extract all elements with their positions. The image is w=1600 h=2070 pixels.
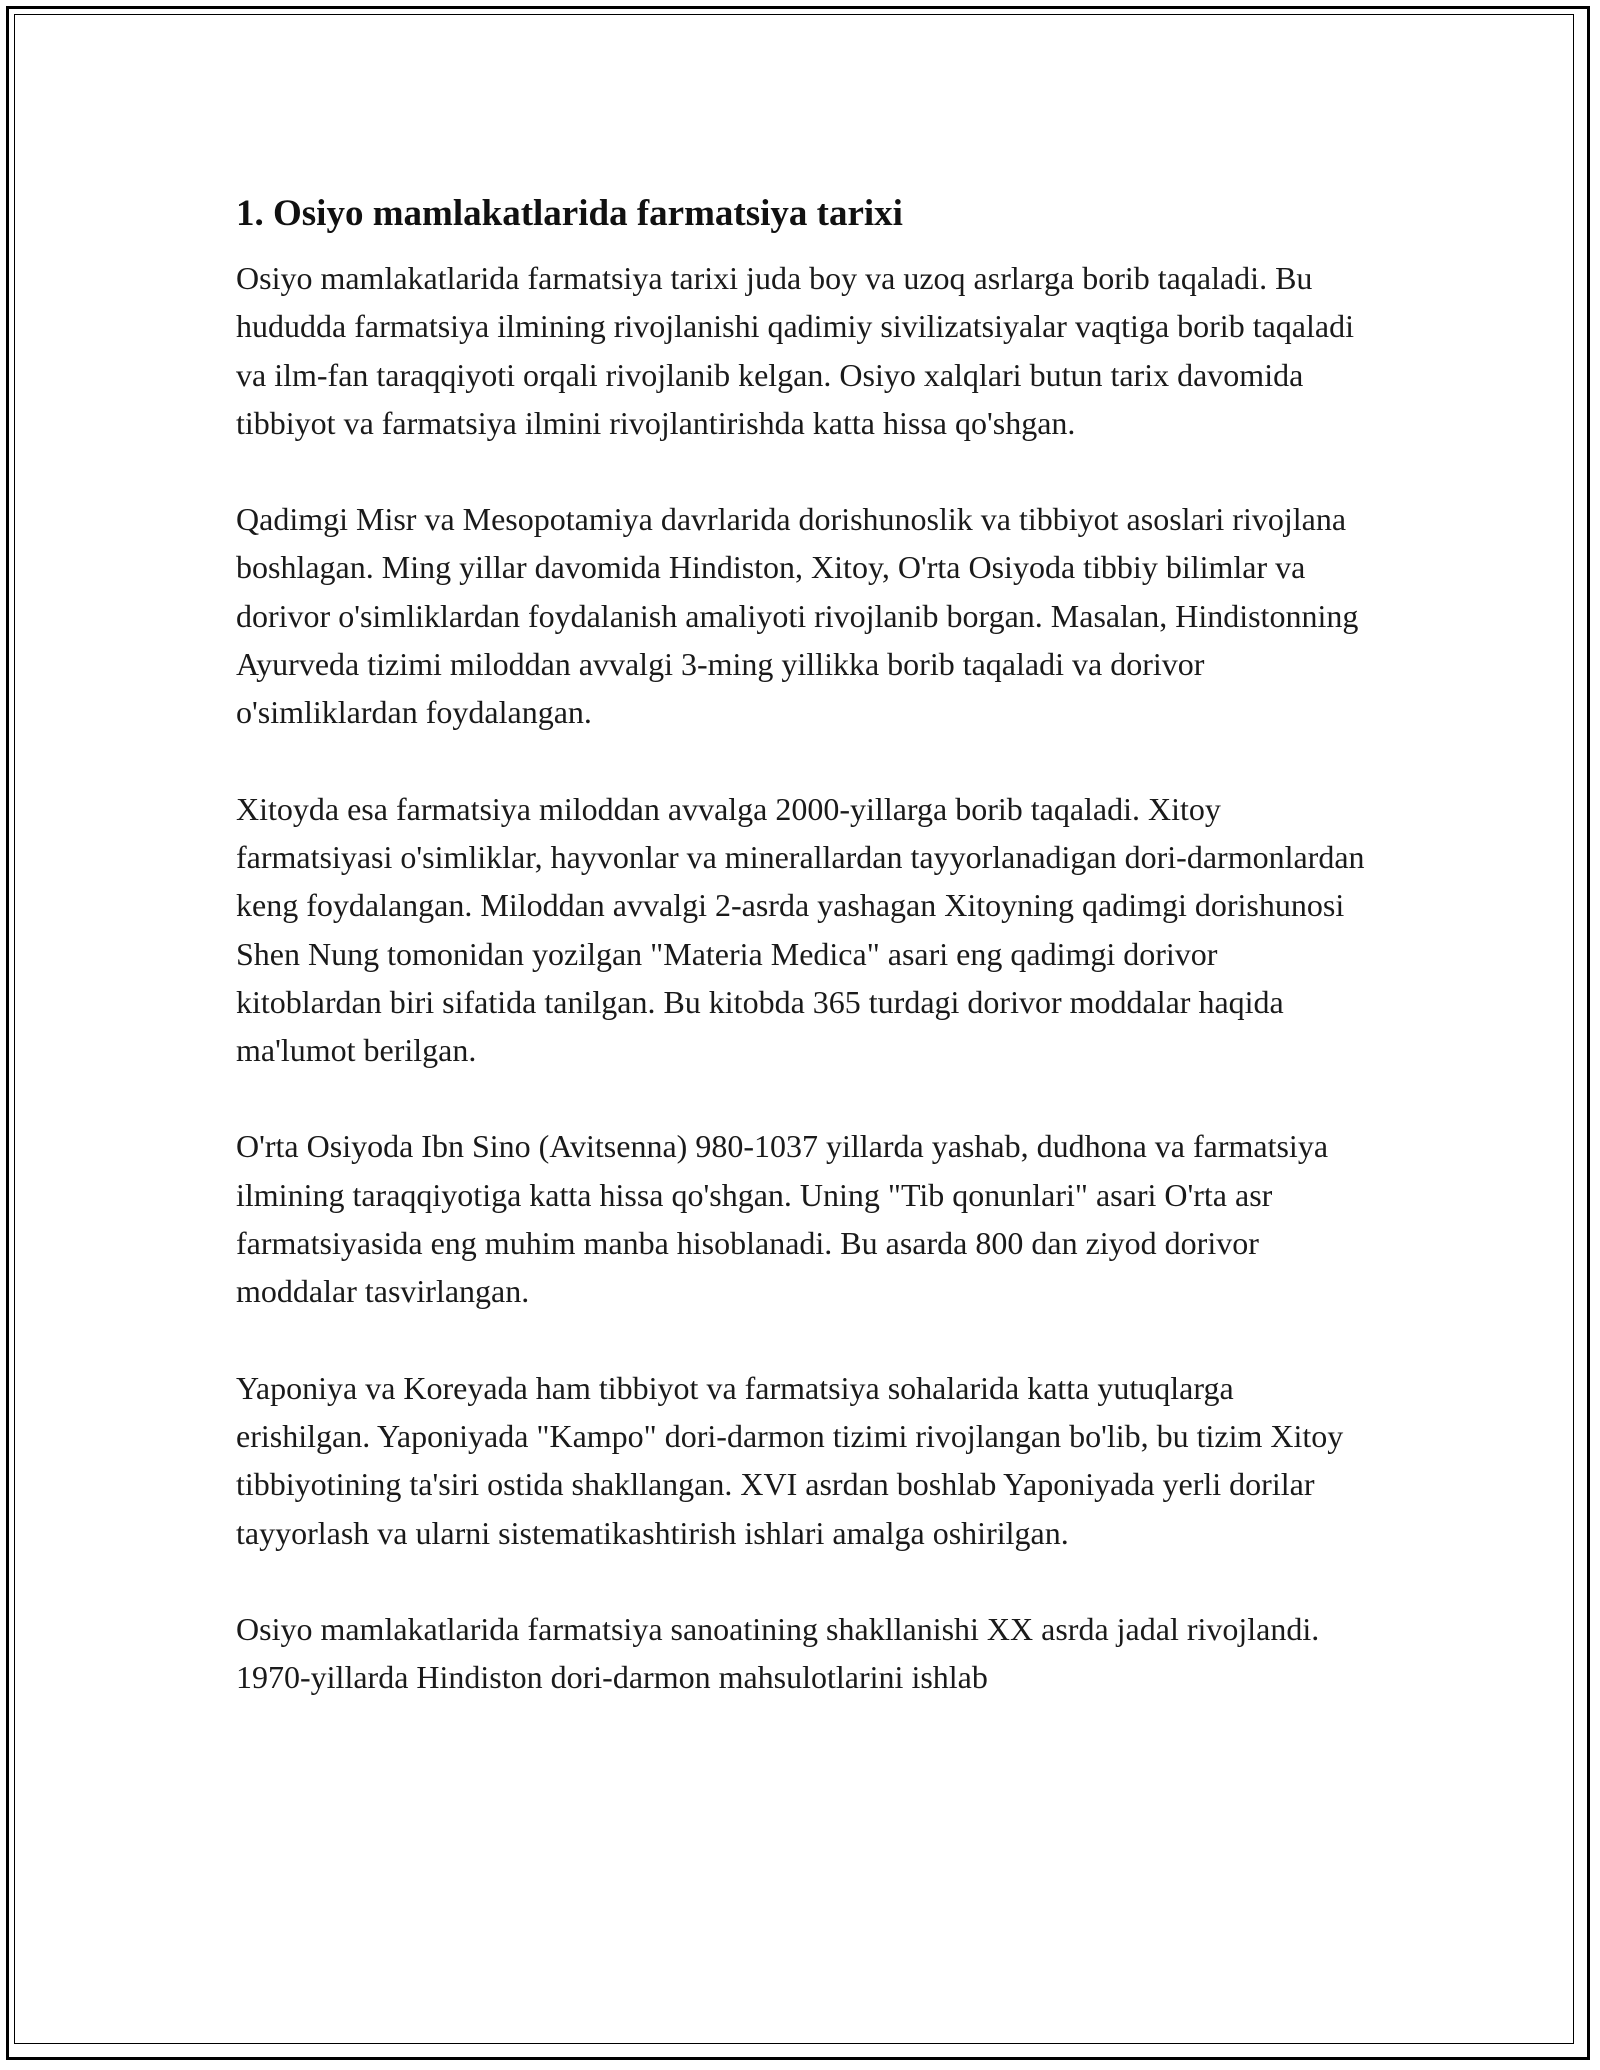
document-body (236, 186, 1366, 1749)
paragraph-2: Qadimgi Misr va Mesopotamiya davrlarida dorishunoslik va tibbiyot asoslari rivojlana boshlagan. Ming yillar davomida Hindiston, Xitoy, O'rta Osiyoda tibbiy bilimlar va dorivor o'simliklardan foydalanish amaliyoti rivojlanib borgan. Masalan, Hindistonning Ayurveda tizimi miloddan avvalgi 3-ming yillikka borib taqaladi va dorivor o'simliklardan foydalangan. (236, 501, 1359, 731)
paragraph-6: Osiyo mamlakatlarida farmatsiya sanoatining shakllanishi XX asrda jadal rivojlandi. 1970-yillarda Hindiston dori-darmon mahsulotlarini ishlab (236, 1610, 1320, 1696)
paragraph-3: Xitoyda esa farmatsiya miloddan avvalga 2000-yillarga borib taqaladi. Xitoy farmatsiyasi o'simliklar, hayvonlar va minerallardan tayyorlanadigan dori-darmonlardan keng foydalangan. Miloddan avvalgi 2-asrda yashagan Xitoyning qadimgi dorishunosi Shen Nung tomonidan yozilgan "Materia Medica" asari eng qadimgi dorivor kitoblardan biri sifatida tanilgan. Bu kitobda 365 turdagi dorivor moddalar haqida ma'lumot berilgan. (236, 790, 1365, 1069)
paragraph-4: O'rta Osiyoda Ibn Sino (Avitsenna) 980-1037 yillarda yashab, dudhona va farmatsiya ilmining taraqqiyotiga katta hissa qo'shgan. Uning "Tib qonunlari" asari O'rta asr farmatsiyasida eng muhim manba hisoblanadi. Bu asarda 800 dan ziyod dorivor moddalar tasvirlangan. (236, 1128, 1329, 1310)
paragraph-1: Osiyo mamlakatlarida farmatsiya tarixi juda boy va uzoq asrlarga borib taqaladi. Bu hududda farmatsiya ilmining rivojlanishi qadimiy sivilizatsiyalar vaqtiga borib taqaladi va ilm-fan taraqqiyoti orqali rivojlanib kelgan. Osiyo xalqlari butun tarix davomida tibbiyot va farmatsiya ilmini rivojlantirishda katta hissa qo'shgan. (236, 260, 1354, 441)
document-title: 1. Osiyo mamlakatlarida farmatsiya tarixi (236, 193, 903, 234)
paragraph-5: Yaponiya va Koreyada ham tibbiyot va farmatsiya sohalarida katta yutuqlarga erishilgan. Yaponiyada "Kampo" dori-darmon tizimi rivojlangan bo'lib, bu tizim Xitoy tibbiyotining ta'siri ostida shakllangan. XVI asrdan boshlab Yaponiyada yerli dorilar tayyorlash va ularni sistematikashtirish ishlari amalga oshirilgan. (236, 1369, 1344, 1551)
